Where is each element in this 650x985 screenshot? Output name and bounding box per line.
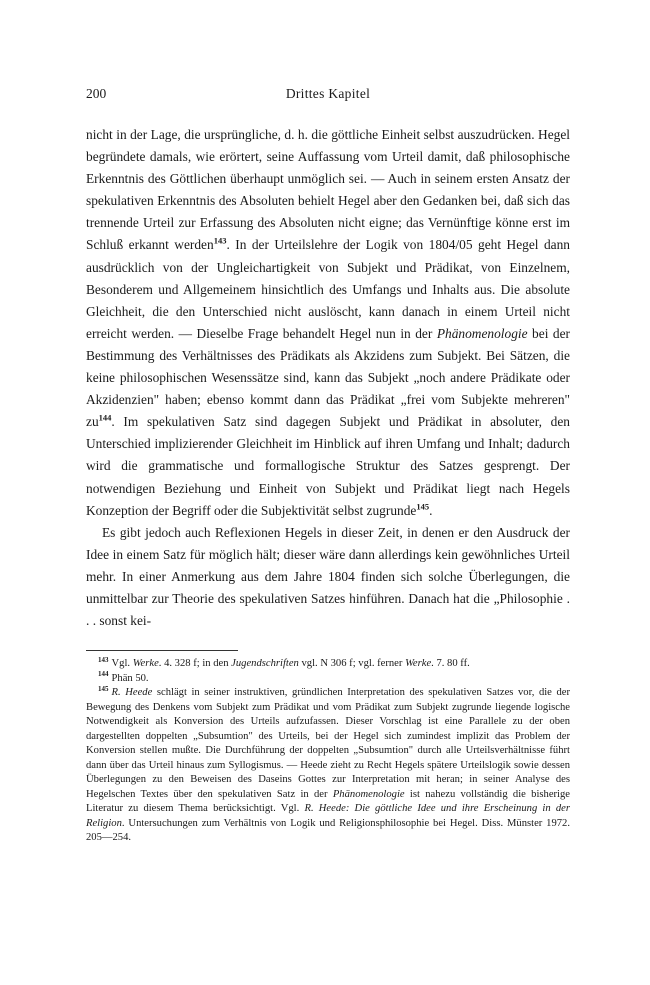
paragraph-2: Es gibt jedoch auch Reflexionen Hegels in dieser Zeit, in denen er den Ausdruck der Idee in einem Satz für möglich hält; dieser wäre dann allerdings kein gewöhnliches Urteil mehr. In einer Anmerkung aus dem Jahre 1804 finden sich solche Überlegungen, die unmittelbar zur Theorie des spekulativen Satzes hinführen. Danach hat die „Philosophie . . . sonst kei- bbox=[86, 524, 570, 629]
footnote-italic: Phänomenologie bbox=[332, 788, 405, 800]
paragraph-1 bbox=[86, 124, 570, 522]
footnote-divider bbox=[86, 650, 238, 651]
footnote-reference-145[interactable]: 145 bbox=[416, 501, 430, 512]
footnote-text: . Untersuchungen zum Verhältnis von Logik und Religionsphilosophie bei Hegel. Diss. Münster 1972. 205—254. bbox=[86, 817, 570, 844]
footnotes bbox=[86, 657, 570, 846]
footnote-text: . 4. 328 f; in den bbox=[158, 658, 232, 670]
page-number: 200 bbox=[86, 86, 107, 101]
footnote-number: 145 bbox=[98, 684, 109, 693]
paragraph-text: bei der Bestimmung des Verhältnisses des Prädikats als Akzidens zum Subjekt. Bei Sätzen, die keine philosophischen Wesenssätze sind, kann das Subjekt „noch andere Prädikate oder Akzidenzien" haben; ebenso kommt dann das Prädikat „frei vom Subjekte mehreren" zu bbox=[86, 325, 571, 430]
footnote-number: 144 bbox=[98, 670, 109, 679]
footnote-italic: R. Heede: Die göttliche Idee und ihre Erscheinung in der Religion bbox=[86, 803, 570, 829]
footnote-reference-143[interactable]: 143 bbox=[213, 236, 227, 246]
footnote-number: 143 bbox=[98, 655, 109, 664]
footnote-text: Phän 50. bbox=[111, 672, 149, 684]
footnote-text: Vgl. bbox=[111, 658, 133, 670]
footnote-text: schlägt in seiner instruktiven, gründlichen Interpretation des spekulativen Satzes vor, die der Bewegung des Denkens vom Subjekt zum Prädikat und vom Prädikat zum Subjekt zugrunde liegende logische Notwendigkeit als Konversion des Urteils aufzufassen. Dieser Vorschlag ist eine Parallele zu der oben dargestellten doppelten „Subsumtion" des Urteils, bei der Hegel sich zumindest implizit das Problem der Konversion stellen mußte. Die Durchführung der doppelten „Subsumtion" durch alle Urteilsverhältnisse führt dann über das Urteil hinaus zum Syllogismus. — Heede zieht zu Recht Hegels spätere Urteilslogik sowie dessen Überlegungen zu den Beweisen des Daseins Gottes zur Interpretation mit heran; in seiner Analyse des Hegelschen Textes über den spekulativen Satz in der bbox=[86, 687, 571, 800]
footnote-italic: R. Heede bbox=[111, 687, 153, 699]
paragraph-text: . Im spekulativen Satz sind dagegen Subjekt und Prädikat in absoluter, den Unterschied implizierender Gleichheit im Hinblick auf ihren Umfang und Inhalt; dadurch wird die grammatische und formallogische Struktur des Satzes gesprengt. Der notwendigen Beziehung und Einheit von Subjekt und Prädikat liegt nach Hegels Konzeption der Begriff oder die Subjektivität selbst zugrunde bbox=[86, 414, 570, 518]
emphasized-title: Phänomenologie bbox=[436, 325, 528, 341]
footnote-italic: Werke bbox=[405, 658, 432, 670]
main-text bbox=[86, 124, 570, 632]
footnote-145 bbox=[86, 686, 570, 846]
footnote-text: ist nahezu vollständig die bisherige Literatur zu diesem Thema berücksichtigt. Vgl. bbox=[86, 788, 571, 815]
footnote-italic: Werke bbox=[132, 658, 159, 670]
footnote-reference-144[interactable]: 144 bbox=[98, 412, 112, 423]
page-header bbox=[86, 86, 570, 110]
paragraph-text: nicht in der Lage, die ursprüngliche, d. h. die göttliche Einheit selbst auszudrücken. Hegel begründete damals, wie erörtert, seine Auffassung vom Urteil damit, daß philosophische Erkenntnis des Göttlichen überhaupt unmöglich sei. — Auch in seinem ersten Ansatz der spekulativen Erkenntnis des Absoluten behielt Hegel aber den Gedanken bei, daß sich das trennende Urteil zur Erfassung des Absoluten nicht eigne; das Vernünftige könne erst im Schluß erkannt werden bbox=[86, 127, 570, 253]
footnote-144 bbox=[86, 672, 570, 687]
running-title: Drittes Kapitel bbox=[285, 86, 371, 101]
footnote-italic: Jugendschriften bbox=[231, 658, 299, 670]
footnote-143 bbox=[86, 657, 570, 672]
footnote-text: . 7. 80 ff. bbox=[431, 658, 470, 670]
paragraph-text: . bbox=[429, 502, 433, 518]
paragraph-text: . In der Urteilslehre der Logik von 1804/05 geht Hegel dann ausdrücklich von der Ungleichartigkeit von Subjekt und Prädikat, von Einzelnem, Besonderem und Allgemeinem hinsichtlich des Umfangs und Inhalts aus. Die absolute Gleichheit, die den Unterschied nicht auslöscht, kann danach in einem Urteil nicht erreicht werden. — Dieselbe Frage behandelt Hegel nun in der bbox=[86, 237, 570, 341]
footnote-text: vgl. N 306 f; vgl. ferner bbox=[298, 658, 406, 670]
book-page bbox=[86, 86, 570, 846]
